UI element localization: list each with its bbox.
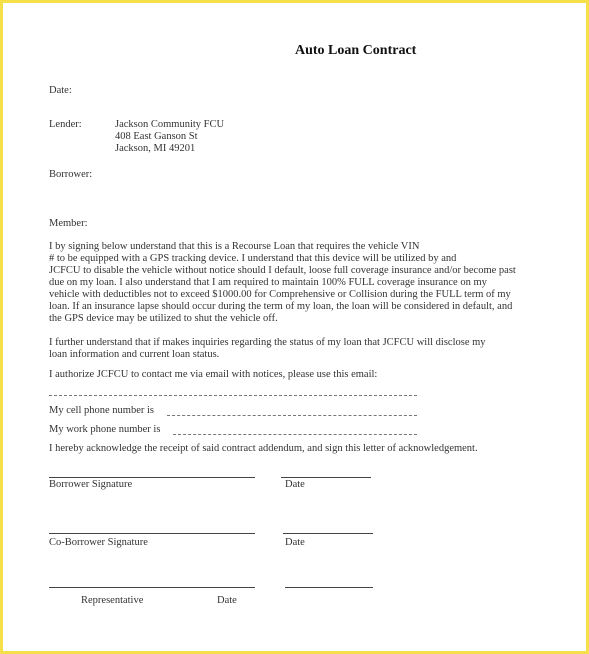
co-borrower-signature-label: Co-Borrower Signature (49, 537, 148, 548)
agreement-line-5: vehicle with deductibles not to exceed $1000.00 for Comprehensive or Collision during the FULL term of my (49, 289, 511, 300)
document-page (3, 3, 586, 651)
lender-name: Jackson Community FCU (115, 119, 225, 130)
co-borrower-date-label: Date (285, 537, 305, 548)
inquiry-line-1: I further understand that if makes inquiries regarding the status of my loan that JCFCU will disclose my (49, 337, 486, 348)
agreement-line-4: due on my loan. I also understand that I am required to maintain 100% FULL coverage insurance on my (49, 277, 487, 288)
cell-phone-input-line[interactable] (167, 415, 417, 416)
co-borrower-date-line[interactable] (283, 533, 373, 534)
agreement-line-7: the GPS device may be utilized to shut the vehicle off. (49, 313, 278, 324)
document-title: Auto Loan Contract (295, 43, 417, 58)
lender-street: 408 East Ganson St (115, 131, 198, 142)
work-phone-label: My work phone number is (49, 424, 161, 435)
lender-city: Jackson, MI 49201 (115, 143, 196, 154)
representative-label: Representative (81, 595, 144, 606)
cell-phone-label: My cell phone number is (49, 405, 154, 416)
agreement-line-3: JCFCU to disable the vehicle without notice should I default, loose full coverage insurance and/or become past (49, 265, 516, 276)
borrower-signature-line[interactable] (49, 477, 255, 478)
email-input-line[interactable] (49, 395, 417, 396)
borrower-date-line[interactable] (281, 477, 371, 478)
representative-signature-line[interactable] (49, 587, 255, 588)
member-label: Member: (49, 218, 88, 229)
co-borrower-signature-line[interactable] (49, 533, 255, 534)
borrower-label: Borrower: (49, 169, 93, 180)
borrower-signature-label: Borrower Signature (49, 479, 133, 490)
agreement-line-2: # to be equipped with a GPS tracking device. I understand that this device will be utilized by and (49, 253, 457, 264)
date-label: Date: (49, 85, 72, 96)
email-authorization: I authorize JCFCU to contact me via email with notices, please use this email: (49, 369, 378, 380)
inquiry-line-2: loan information and current loan status. (49, 349, 220, 360)
agreement-line-1: I by signing below understand that this is a Recourse Loan that requires the vehicle VIN (49, 241, 420, 252)
representative-date-line[interactable] (285, 587, 373, 588)
lender-label: Lender: (49, 119, 82, 130)
borrower-date-label: Date (285, 479, 305, 490)
work-phone-input-line[interactable] (173, 434, 417, 435)
acknowledgement-text: I hereby acknowledge the receipt of said contract addendum, and sign this letter of acknowledgement. (49, 443, 478, 454)
agreement-line-6: loan. If an insurance lapse should occur during the term of my loan, the loan will be considered in default, and (49, 301, 513, 312)
representative-date-label: Date (217, 595, 237, 606)
